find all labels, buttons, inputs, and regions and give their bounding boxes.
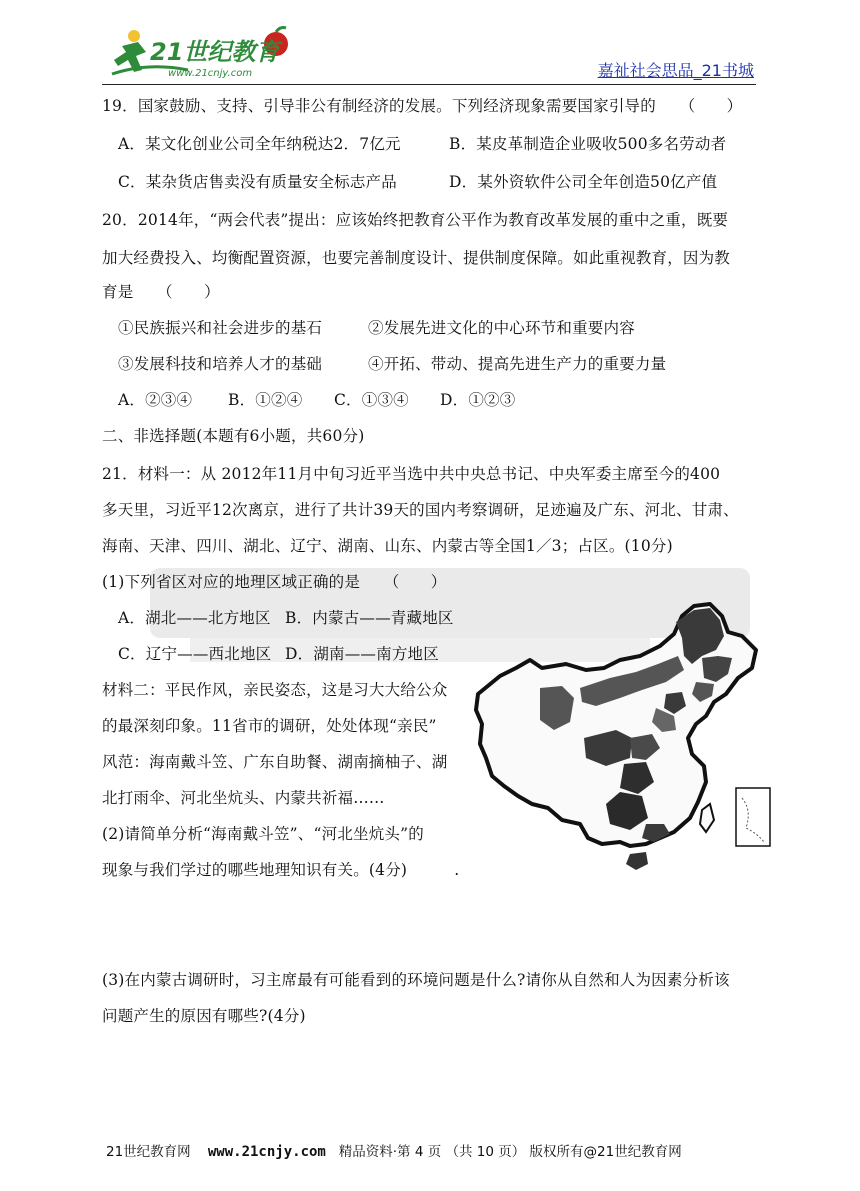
q21-sub1-option-b: B．内蒙古——青藏地区 [285, 609, 454, 627]
q21-material2-line-2: 的最深刻印象。11省市的调研，处处体现“亲民” [102, 717, 437, 735]
q20-option-a: A．②③④ [118, 391, 193, 409]
china-map [470, 598, 780, 874]
q21-material2-line-3: 风范：海南戴斗笠、广东自助餐、湖南摘柚子、湖 [102, 753, 448, 771]
q21-material1-line-1: 21．材料一：从 2012年11月中旬习近平当选中共中央总书记、中央军委主席至今的400 [102, 465, 721, 483]
page-footer [106, 1140, 682, 1160]
q19-option-b: B．某皮革制造企业吸收500多名劳动者 [449, 135, 727, 153]
q19-option-c: C．某杂货店售卖没有质量安全标志产品 [118, 173, 397, 191]
logo-url: www.21cnjy.com [168, 68, 253, 79]
logo [108, 22, 308, 86]
q21-sub1-option-d: D．湖南——南方地区 [285, 645, 439, 663]
q20-stem-line-3: 育是 （ ） [102, 283, 220, 301]
q19-stem: 19．国家鼓励、支持、引导非公有制经济的发展。下列经济现象需要国家引导的 （ ） [102, 97, 743, 115]
q20-option-c: C．①③④ [334, 391, 409, 409]
q21-sub1-option-c: C．辽宁——西北地区 [118, 645, 272, 663]
footer-page-info: 精品资料·第 4 页 （共 10 页） 版权所有@21世纪教育网 [338, 1144, 682, 1160]
q20-option-d: D．①②③ [440, 391, 516, 409]
footer-site: 21世纪教育网 [106, 1144, 191, 1160]
q20-item-3: ③发展科技和培养人才的基础 [118, 355, 323, 373]
q21-sub1-option-a: A．湖北——北方地区 [118, 609, 271, 627]
q19-option-a: A．某文化创业公司全年纳税达2．7亿元 [118, 135, 401, 153]
q20-option-b: B．①②④ [228, 391, 303, 409]
q21-sub2-line-1: (2)请简单分析“海南戴斗笠”、“河北坐炕头”的 [102, 825, 424, 843]
logo-graphic [108, 22, 308, 86]
q21-sub3-line-2: 问题产生的原因有哪些?(4分) [102, 1007, 306, 1025]
q20-item-4: ④开拓、带动、提高先进生产力的重要力量 [368, 355, 667, 373]
q21-material1-line-3: 海南、天津、四川、湖北、辽宁、湖南、山东、内蒙古等全国1／3；占区。(10分) [102, 537, 673, 555]
logo-text: 21世纪教育 [150, 38, 280, 66]
q20-stem-line-2: 加大经费投入、均衡配置资源，也要完善制度设计、提供制度保障。如此重视教育，因为教 [102, 249, 731, 267]
q20-item-2: ②发展先进文化的中心环节和重要内容 [368, 319, 635, 337]
q19-option-d: D．某外资软件公司全年创造50亿产值 [449, 173, 718, 191]
q21-material2-line-1: 材料二：平民作风，亲民姿态，这是习大大给公众 [102, 681, 448, 699]
q21-material2-line-4: 北打雨伞、河北坐炕头、内蒙共祈福…… [102, 789, 385, 807]
q20-item-1: ①民族振兴和社会进步的基石 [118, 319, 323, 337]
q21-material1-line-2: 多天里，习近平12次离京，进行了共计39天的国内考察调研，足迹遍及广东、河北、甘肃、 [102, 501, 739, 519]
q21-sub1-stem: (1)下列省区对应的地理区域正确的是 （ ） [102, 573, 447, 591]
china-map-graphic [470, 598, 780, 874]
q20-stem-line-1: 20．2014年，“两会代表”提出：应该始终把教育公平作为教育改革发展的重中之重，既要 [102, 211, 729, 229]
section-title: 二、非选择题(本题有6小题，共60分) [102, 427, 365, 445]
header-divider [102, 84, 756, 85]
header-site-link[interactable]: 嘉祉社会思品_21书城 [597, 61, 754, 80]
q21-sub3-line-1: (3)在内蒙古调研时，习主席最有可能看到的环境问题是什么?请你从自然和人为因素分析该 [102, 971, 730, 989]
q21-sub2-line-2: 现象与我们学过的哪些地理知识有关。(4分) . [102, 861, 460, 879]
footer-url[interactable]: www.21cnjy.com [207, 1144, 326, 1160]
